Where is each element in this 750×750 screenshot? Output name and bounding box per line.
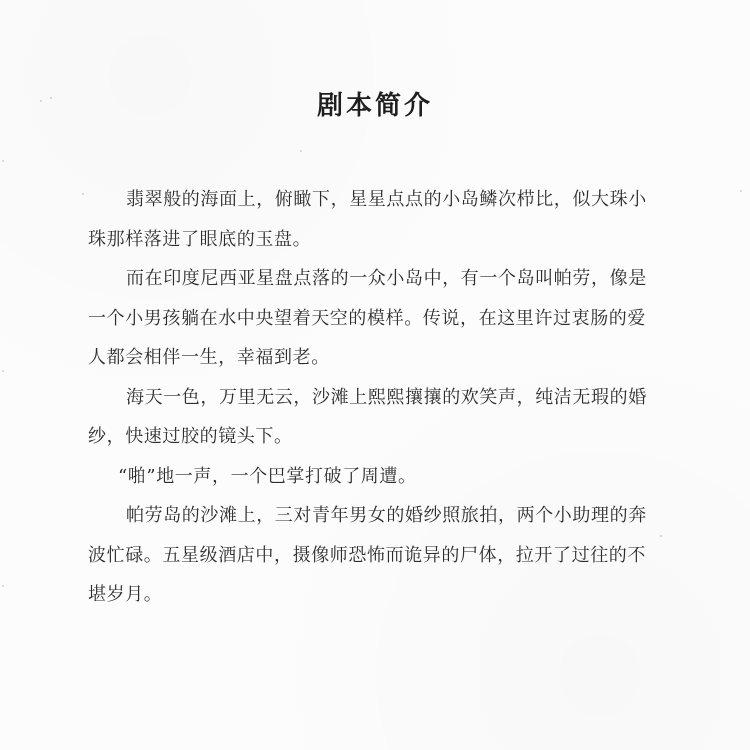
- paragraph-2: [88, 259, 668, 378]
- paragraph-line: 人都会相伴一生，幸福到老。: [88, 347, 330, 368]
- scan-speck: [2, 160, 4, 162]
- paragraph-line: 海天一色，万里无云，沙滩上熙熙攘攘的欢笑声，纯洁无瑕的婚: [126, 386, 647, 408]
- paragraph-5: [88, 496, 668, 615]
- paragraph-1: [88, 180, 668, 259]
- paragraph-line: 波忙碌。五星级酒店中，摄像师恐怖而诡异的尸体，拉开了过往的不: [88, 544, 646, 566]
- paragraph-line: 帕劳岛的沙滩上，三对青年男女的婚纱照旅拍，两个小助理的奔: [126, 505, 647, 526]
- paragraph-line: 纱，快速过胶的镜头下。: [88, 426, 293, 447]
- paragraph-3: [88, 378, 668, 457]
- paragraph-line: “啪”地一声，一个巴掌打破了周遭。: [118, 465, 417, 487]
- document-body: [88, 180, 668, 615]
- paragraph-line: 翡翠般的海面上，俯瞰下，星星点点的小岛鳞次栉比，似大珠小: [126, 189, 647, 210]
- document-title: 剧本简介: [316, 91, 433, 122]
- paragraph-line: 而在印度尼西亚星盘点落的一众小岛中，有一个岛叫帕劳，像是: [126, 268, 647, 289]
- paragraph-line: 堪岁月。: [88, 584, 163, 605]
- scan-speck: [740, 190, 742, 192]
- scan-speck: [2, 370, 4, 372]
- paragraph-4: [88, 457, 668, 497]
- scan-speck: [2, 585, 4, 587]
- paragraph-line: 一个小男孩躺在水中央望着天空的模样。传说，在这里许过衷肠的爱: [88, 307, 646, 329]
- paragraph-line: 珠那样落进了眼底的玉盘。: [88, 228, 312, 250]
- scan-speck: [300, 150, 302, 152]
- scan-speck: [82, 193, 84, 195]
